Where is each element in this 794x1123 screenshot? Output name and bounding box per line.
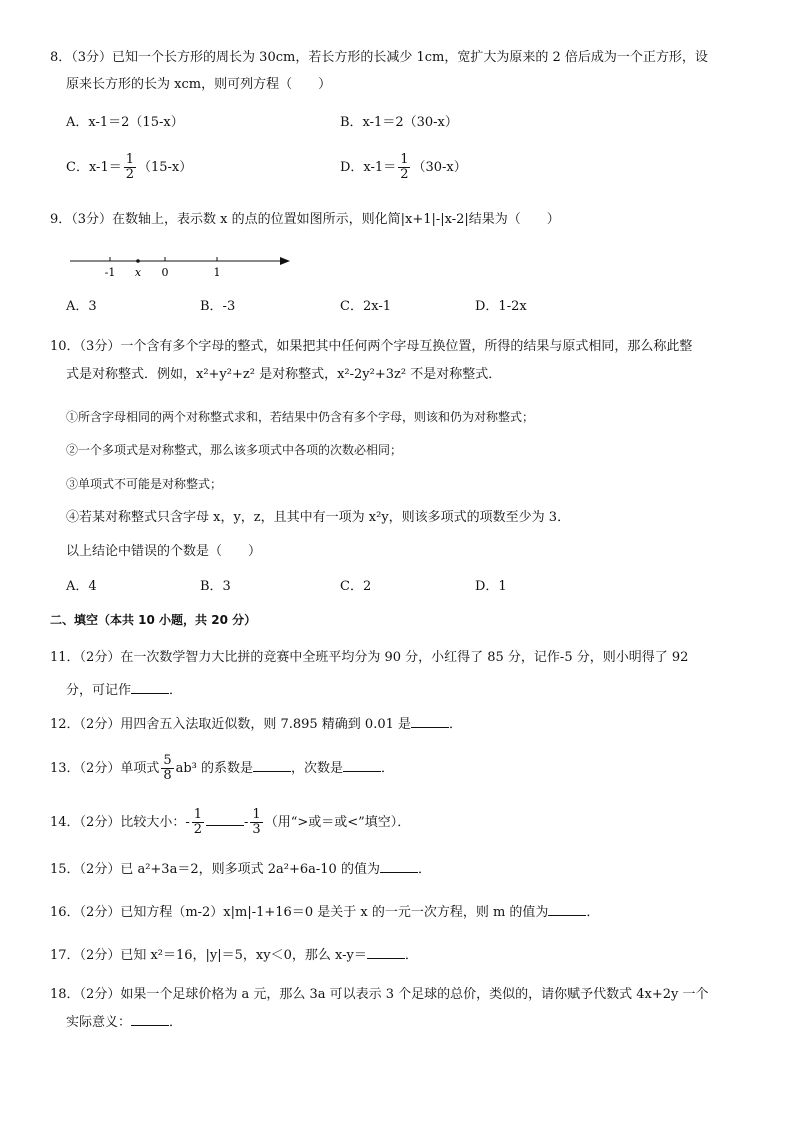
q8-d-numerator: 1 <box>400 152 409 167</box>
q9-stem: 9．（3分）在数轴上，表示数 x 的点的位置如图所示，则化简|x+1|-|x-2|结果为（ ） <box>50 212 560 227</box>
number-line-arrow-icon <box>280 257 290 265</box>
q11-line2-prefix: 分，可记作 <box>66 683 132 698</box>
q13-fraction <box>161 754 173 783</box>
q15-suffix: ． <box>417 862 431 877</box>
q10-statement-3: ③单项式不可能是对称整式； <box>66 477 223 491</box>
q13-denominator: 8 <box>163 768 172 783</box>
q14-answer-blank[interactable] <box>206 813 244 826</box>
q18-line2-prefix: 实际意义： <box>66 1015 132 1030</box>
q14-denominator-2: 3 <box>252 822 261 837</box>
q14-denominator-1: 2 <box>193 822 203 837</box>
q17-prefix: 17．（2分）已知 x²＝16，|y|＝5，xy＜0，那么 x-y＝ <box>50 948 367 963</box>
q9-option-b: B．-3 <box>200 299 236 314</box>
q8-d-fraction <box>398 153 410 182</box>
q13-stem <box>50 754 750 783</box>
q16-prefix: 16．（2分）已知方程（m-2）x|m|-1+16＝0 是关于 x 的一元一次方程，则 m 的值为 <box>50 905 549 920</box>
q12-suffix: ． <box>449 717 463 732</box>
q10-statement-2: ②一个多项式是对称整式，那么该多项式中各项的次数必相同； <box>66 443 403 457</box>
q10-option-c: C．2 <box>340 579 372 594</box>
section-title-fill-in: 二、填空（本共 10 小题，共 20 分） <box>50 613 257 627</box>
q13-middle: ab³ 的系数是 <box>175 761 254 776</box>
q10-stem-line2: 式是对称整式．例如，x²+y²+z² 是对称整式，x²-2y²+3z² 不是对称整式． <box>66 367 502 382</box>
q13-middle2: ，次数是 <box>291 761 344 776</box>
q8-stem-line1: 8．（3分）已知一个长方形的周长为 30cm，若长方形的长减少 1cm，宽扩大为原来的 2 倍后成为一个正方形，设 <box>50 50 708 65</box>
q13-degree-blank[interactable] <box>343 759 381 772</box>
q8-option-b: B．x-1＝2（30-x） <box>340 115 458 130</box>
q13-suffix: ． <box>381 761 395 776</box>
label-zero: 0 <box>161 266 169 279</box>
q11-answer-blank[interactable] <box>131 681 169 694</box>
q10-option-b: B．3 <box>200 579 231 594</box>
q18-stem-line1: 18．（2分）如果一个足球价格为 a 元，那么 3a 可以表示 3 个足球的总价，类似的，请你赋予代数式 4x+2y 一个 <box>50 987 709 1002</box>
q18-stem-line2 <box>66 1013 766 1033</box>
point-x <box>136 259 140 263</box>
q13-numerator: 5 <box>163 753 172 768</box>
q11-stem-line1: 11．（2分）在一次数学智力大比拼的竞赛中全班平均分为 90 分，小红得了 85 分，记作-5 分，则小明得了 92 <box>50 650 689 665</box>
q14-numerator-2: 1 <box>252 807 261 822</box>
q8-d-prefix: D．x-1＝ <box>340 160 397 175</box>
label-minus-one: -1 <box>104 266 116 279</box>
q8-c-fraction <box>124 153 136 182</box>
q10-ask: 以上结论中错误的个数是（ ） <box>66 544 262 559</box>
q10-option-d: D．1 <box>475 579 507 594</box>
q10-statement-1: ①所含字母相同的两个对称整式求和，若结果中仍含有多个字母，则该和仍为对称整式； <box>66 410 535 424</box>
q14-numerator-1: 1 <box>193 807 203 822</box>
q8-option-d <box>340 153 467 182</box>
q14-stem: 14．（2分）比较大小：- $\frac{1}{2}$ - $\frac{1}{3}$ （用“>或＝或<”填空）． <box>50 807 411 837</box>
q8-d-denominator: 2 <box>400 167 409 182</box>
q16-suffix: ． <box>586 905 600 920</box>
q18-answer-blank[interactable] <box>131 1013 169 1026</box>
label-x: x <box>134 266 142 279</box>
q13-prefix: 13．（2分）单项式 <box>50 761 160 776</box>
q8-option-a: A．x-1＝2（15-x） <box>66 115 184 130</box>
q14-prefix: 14．（2分）比较大小： <box>50 815 186 830</box>
q14-suffix: （用“>或＝或<”填空）． <box>264 815 411 830</box>
q16-answer-blank[interactable] <box>548 903 586 916</box>
q12-prefix: 12．（2分）用四舍五入法取近似数，则 7.895 精确到 0.01 是 <box>50 717 412 732</box>
q8-c-numerator: 1 <box>125 152 134 167</box>
q8-c-denominator: 2 <box>125 167 134 182</box>
q11-stem-line2 <box>66 681 766 701</box>
q13-coefficient-blank[interactable] <box>253 759 291 772</box>
q17-suffix: ． <box>404 948 418 963</box>
q15-prefix: 15．（2分）已 a²+3a＝2，则多项式 2a²+6a-10 的值为 <box>50 862 380 877</box>
q14-fraction-2 <box>250 808 262 837</box>
q17-answer-blank[interactable] <box>367 946 405 959</box>
q10-option-a: A．4 <box>66 579 97 594</box>
q9-option-d: D．1-2x <box>475 299 527 314</box>
q9-option-c: C．2x-1 <box>340 299 391 314</box>
q12-stem <box>50 715 750 735</box>
label-one: 1 <box>213 266 221 279</box>
q8-c-prefix: C．x-1＝ <box>66 160 122 175</box>
q8-option-c <box>66 153 192 182</box>
number-line <box>66 248 296 282</box>
q14-fraction-1 <box>192 808 204 837</box>
q9-option-a: A．3 <box>66 299 97 314</box>
q8-d-suffix: （30-x） <box>412 160 467 175</box>
q18-line2-suffix: ． <box>169 1015 183 1030</box>
q16-stem <box>50 903 750 923</box>
q12-answer-blank[interactable] <box>411 715 449 728</box>
q15-answer-blank[interactable] <box>380 860 418 873</box>
q10-statement-4: ④若某对称整式只含字母 x，y，z，且其中有一项为 x²y，则该多项式的项数至少为 3． <box>66 510 571 525</box>
q8-c-suffix: （15-x） <box>138 160 193 175</box>
q15-stem <box>50 860 750 880</box>
q17-stem <box>50 946 750 966</box>
q8-stem-line2: 原来长方形的长为 xcm，则可列方程（ ） <box>66 77 332 92</box>
q11-line2-suffix: ． <box>169 683 183 698</box>
q10-stem-line1: 10．（3分）一个含有多个字母的整式，如果把其中任何两个字母互换位置，所得的结果与原式相同，那么称此整 <box>50 339 693 354</box>
